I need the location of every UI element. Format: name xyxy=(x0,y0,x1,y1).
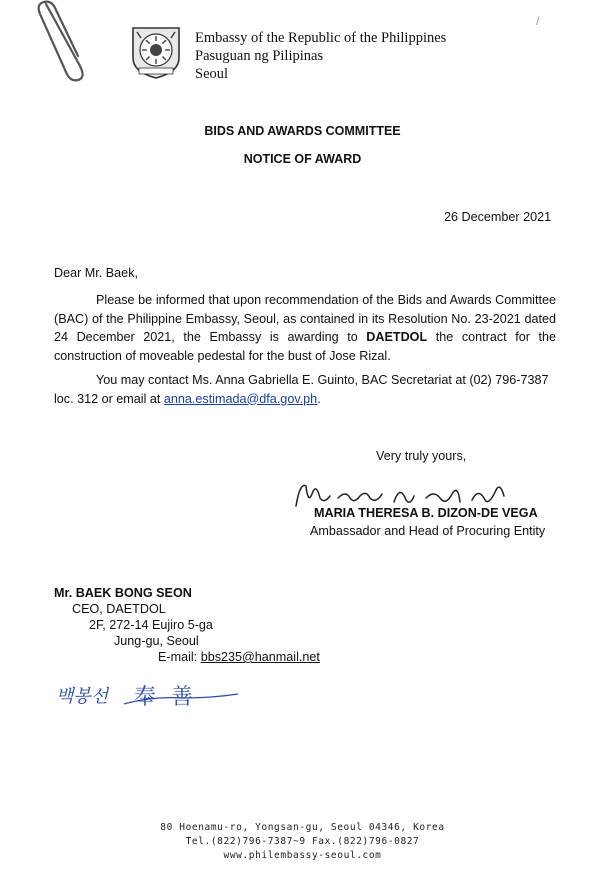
award-paragraph xyxy=(54,291,556,365)
embassy-name-filipino: Pasuguan ng Pilipinas xyxy=(195,48,324,64)
recipient-position: CEO, DAETDOL xyxy=(72,602,166,616)
awardee-name: DAETDOL xyxy=(366,330,428,344)
salutation: Dear Mr. Baek, xyxy=(54,266,138,280)
committee-title: BIDS AND AWARDS COMMITTEE xyxy=(204,124,401,138)
recipient-handwritten-name: 백봉선 xyxy=(56,686,109,707)
embassy-name-english: Embassy of the Republic of the Philippines xyxy=(195,30,447,46)
signatory-title: Ambassador and Head of Procuring Entity xyxy=(310,524,546,538)
award-text-after: the contract for the construction of moveable pedestal for the bust of Jose Rizal. xyxy=(54,330,556,363)
corner-mark: / xyxy=(536,14,540,28)
recipient-email-line xyxy=(158,649,320,666)
philippine-seal-logo xyxy=(127,24,185,80)
paperclip-icon xyxy=(28,0,98,85)
recipient-name: Mr. BAEK BONG SEON xyxy=(54,586,192,600)
footer-phones: Tel.(822)796-7387~9 Fax.(822)796-0827 xyxy=(185,836,420,847)
notice-title: NOTICE OF AWARD xyxy=(243,152,362,166)
contact-text-after: . xyxy=(317,391,321,406)
closing: Very truly yours, xyxy=(376,449,467,463)
recipient-address-line2: Jung-gu, Seoul xyxy=(114,634,199,648)
contact-text-before: You may contact Ms. Anna Gabriella E. Guinto, BAC Secretariat at (02) 796-7387 loc. 312 or email at xyxy=(54,373,549,406)
recipient-address-line1: 2F, 272-14 Eujiro 5-ga xyxy=(89,618,213,632)
recipient-email-label: E-mail: xyxy=(158,650,201,664)
embassy-city: Seoul xyxy=(195,66,229,82)
footer-address: 80 Hoenamu-ro, Yongsan-gu, Seoul 04346, Korea xyxy=(160,822,445,833)
recipient-signature-chars: 奉 善 xyxy=(134,685,197,710)
signatory-name: MARIA THERESA B. DIZON-DE VEGA xyxy=(314,506,538,520)
letter-date: 26 December 2021 xyxy=(444,210,552,224)
recipient-email-link[interactable]: bbs235@hanmail.net xyxy=(200,650,320,664)
footer-website[interactable]: www.philembassy-seoul.com xyxy=(223,850,382,861)
contact-paragraph xyxy=(54,371,556,408)
award-text-before: Please be informed that upon recommendation of the Bids and Awards Committee (BAC) of the Philippine Embassy, Seoul, as contained in its Resolution No. 23-2021 dated 24 December 2021, the Embassy is awarding to xyxy=(54,293,556,344)
secretariat-email-link[interactable]: anna.estimada@dfa.gov.ph xyxy=(163,391,318,406)
